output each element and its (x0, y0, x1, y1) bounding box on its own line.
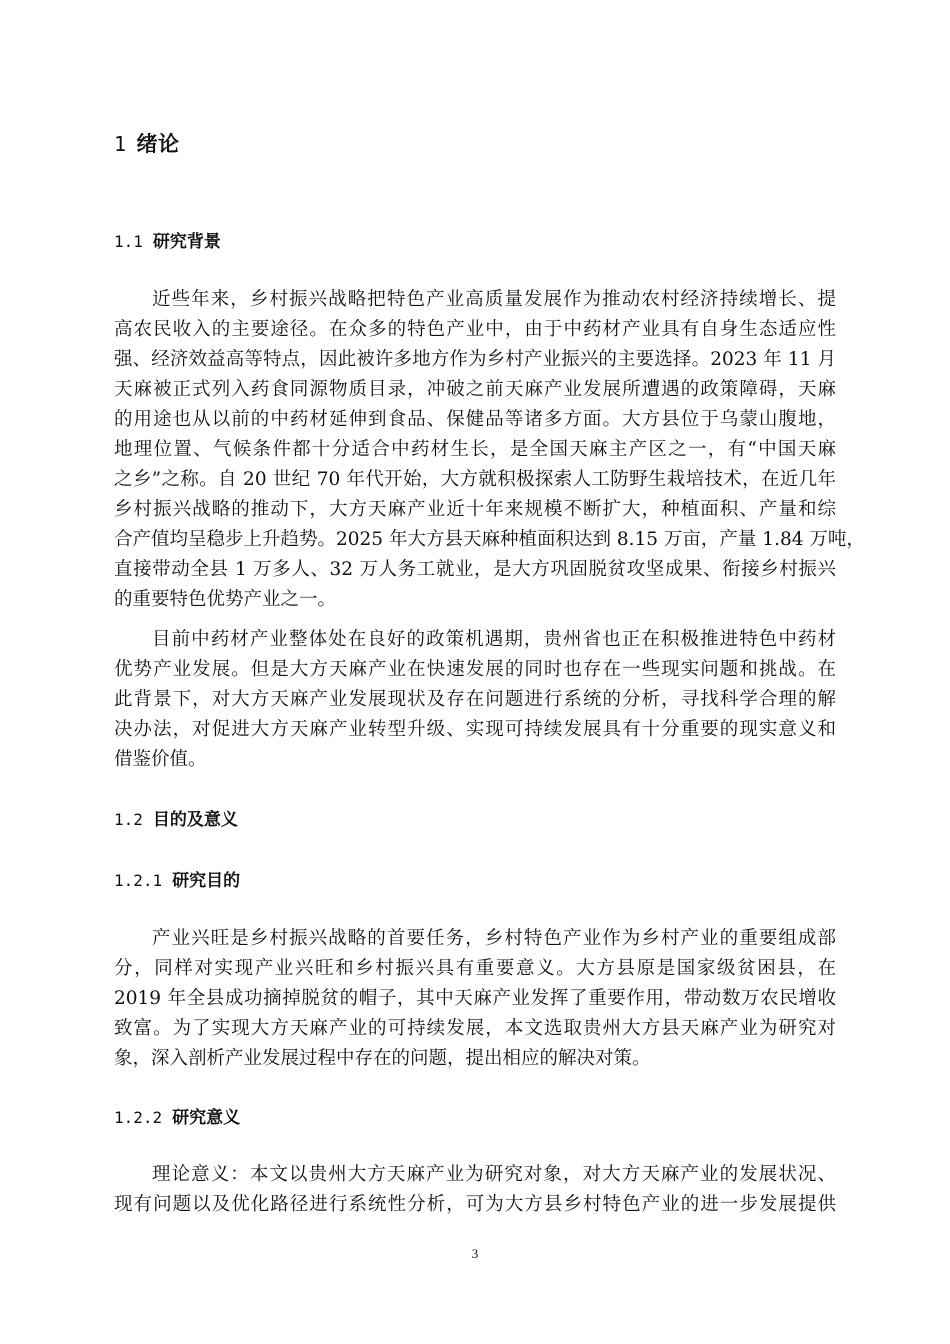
chapter-number: 1 (114, 132, 127, 156)
section-heading-1-2 (114, 805, 238, 830)
text-line: 2019 年全县成功摘掉脱贫的帽子，其中天麻产业发挥了重要作用，带动数万农民增收 (114, 988, 836, 1009)
section-number: 1.2.1 (114, 871, 163, 890)
text-line: 高农民收入的主要途径。在众多的特色产业中，由于中药材产业具有自身生态适应性 (114, 319, 836, 340)
text-line: 致富。为了实现大方天麻产业的可持续发展，本文选取贵州大方县天麻产业为研究对 (114, 1018, 836, 1039)
page-number: 3 (471, 1246, 479, 1261)
text-line: 的重要特色优势产业之一。 (114, 589, 337, 610)
text-line: 直接带动全县 1 万多人、32 万人务工就业，是大方巩固脱贫攻坚成果、衔接乡村振兴 (114, 559, 836, 580)
text-line: 近些年来，乡村振兴战略把特色产业高质量发展作为推动农村经济持续增长、提 (152, 289, 836, 310)
text-line: 之乡”之称。自 20 世纪 70 年代开始，大方就积极探索人工防野生栽培技术，在近几年 (114, 469, 836, 490)
text-line: 优势产业发展。但是大方天麻产业在快速发展的同时也存在一些现实问题和挑战。在 (114, 659, 836, 680)
section-title: 研究背景 (152, 232, 221, 252)
text-line: 合产值均呈稳步上升趋势。2025 年大方县天麻种植面积达到 8.15 万亩，产量 1.84 万吨， (114, 529, 865, 550)
section-title: 研究目的 (172, 871, 241, 891)
background-paragraph-2 (114, 625, 836, 775)
section-heading-1-2-1 (114, 866, 240, 891)
section-number: 1.1 (114, 232, 143, 251)
section-heading-1-2-2 (114, 1103, 240, 1128)
background-paragraph-1 (114, 285, 865, 615)
section-title: 研究意义 (172, 1108, 241, 1128)
section-heading-1-1 (114, 227, 221, 252)
text-line: 决办法，对促进大方天麻产业转型升级、实现可持续发展具有十分重要的现实意义和 (114, 719, 836, 740)
text-line: 此背景下，对大方天麻产业发展现状及存在问题进行系统的分析，寻找科学合理的解 (114, 689, 836, 710)
section-number: 1.2.2 (114, 1108, 163, 1127)
text-line: 象，深入剖析产业发展过程中存在的问题，提出相应的解决对策。 (114, 1048, 651, 1069)
section-title: 目的及意义 (152, 810, 238, 830)
text-line: 目前中药材产业整体处在良好的政策机遇期，贵州省也正在积极推进特色中药材 (152, 629, 836, 650)
section-number: 1.2 (114, 810, 143, 829)
text-line: 地理位置、气候条件都十分适合中药材生长，是全国天麻主产区之一，有“中国天麻 (114, 439, 836, 460)
text-line: 理论意义：本文以贵州大方天麻产业为研究对象，对大方天麻产业的发展状况、 (152, 1164, 836, 1185)
text-line: 借鉴价值。 (114, 749, 207, 770)
text-line: 产业兴旺是乡村振兴战略的首要任务，乡村特色产业作为乡村产业的重要组成部 (152, 928, 836, 949)
text-line: 的用途也从以前的中药材延伸到食品、保健品等诸多方面。大方县位于乌蒙山腹地， (114, 409, 836, 430)
text-line: 天麻被正式列入药食同源物质目录，冲破之前天麻产业发展所遭遇的政策障碍，天麻 (114, 379, 836, 400)
purpose-paragraph (114, 924, 836, 1074)
text-line: 强、经济效益高等特点，因此被许多地方作为乡村产业振兴的主要选择。2023 年 11 月 (114, 349, 836, 370)
text-line: 乡村振兴战略的推动下，大方天麻产业近十年来规模不断扩大，种植面积、产量和综 (114, 499, 836, 520)
significance-paragraph (114, 1160, 836, 1220)
text-line: 现有问题以及优化路径进行系统性分析，可为大方县乡村特色产业的进一步发展提供 (114, 1194, 836, 1215)
chapter-title: 绪论 (136, 132, 180, 156)
text-line: 分，同样对实现产业兴旺和乡村振兴具有重要意义。大方县原是国家级贫困县，在 (114, 958, 836, 979)
chapter-heading (114, 128, 180, 158)
